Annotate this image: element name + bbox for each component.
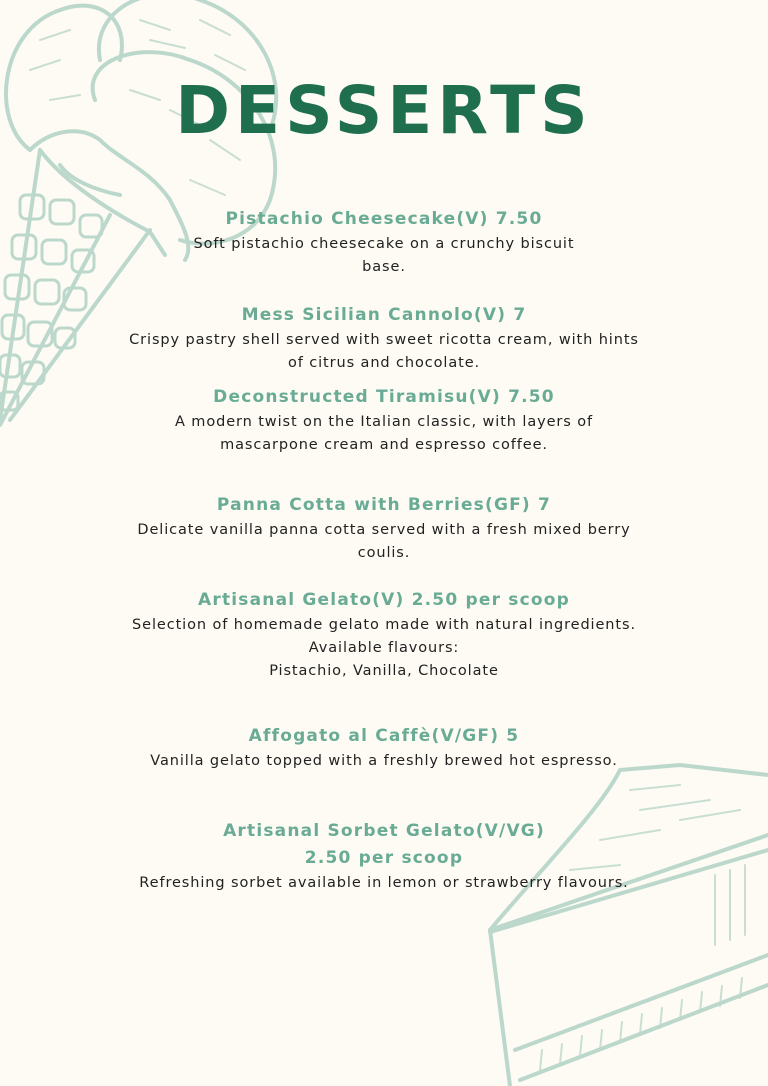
menu-item-panna-cotta: [84, 492, 684, 565]
menu-item-artisanal-gelato: [84, 587, 684, 683]
desc-line: Soft pistachio cheesecake on a crunchy biscuit: [193, 236, 575, 252]
desc-line: Delicate vanilla panna cotta served with a fresh mixed berry: [137, 522, 631, 538]
item-description: [84, 614, 684, 683]
item-description: [84, 519, 684, 565]
desc-line: base.: [362, 259, 406, 275]
item-name: [84, 818, 684, 872]
desc-line: Available flavours:: [308, 640, 460, 656]
desc-line: of citrus and chocolate.: [287, 355, 481, 371]
desc-line: A modern twist on the Italian classic, with layers of: [174, 414, 594, 430]
desc-line: Vanilla gelato topped with a freshly brewed hot espresso.: [150, 753, 618, 769]
desc-line: coulis.: [357, 545, 411, 561]
desc-line: Pistachio, Vanilla, Chocolate: [269, 663, 499, 679]
menu-item-pistachio-cheesecake: [84, 206, 684, 279]
item-description: [84, 872, 684, 895]
item-name-line: 2.50 per scoop: [304, 848, 464, 868]
desc-line: Selection of homemade gelato made with natural ingredients.: [132, 617, 636, 633]
menu-item-sicilian-cannolo: [84, 302, 684, 375]
item-name: Panna Cotta with Berries(GF) 7: [216, 495, 552, 515]
item-name: Artisanal Gelato(V) 2.50 per scoop: [198, 590, 570, 610]
desc-line: mascarpone cream and espresso coffee.: [220, 437, 548, 453]
item-description: [84, 233, 684, 279]
desc-line: Crispy pastry shell served with sweet ricotta cream, with hints: [129, 332, 639, 348]
item-description: [84, 329, 684, 375]
desc-line: Refreshing sorbet available in lemon or strawberry flavours.: [139, 875, 629, 891]
item-description: [84, 750, 684, 773]
menu-title: DESSERTS: [175, 72, 593, 149]
cheesecake-slice-illustration-icon: [480, 750, 768, 1086]
item-name: Pistachio Cheesecake(V) 7.50: [225, 209, 543, 229]
item-name-line: Artisanal Sorbet Gelato(V/VG): [223, 821, 545, 841]
menu-item-affogato: [84, 723, 684, 773]
menu-item-sorbet-gelato: [84, 818, 684, 895]
item-name: Mess Sicilian Cannolo(V) 7: [241, 305, 527, 325]
item-description: [84, 411, 684, 457]
item-name: Deconstructed Tiramisu(V) 7.50: [213, 387, 555, 407]
menu-item-tiramisu: [84, 384, 684, 457]
item-name: Affogato al Caffè(V/GF) 5: [248, 726, 520, 746]
